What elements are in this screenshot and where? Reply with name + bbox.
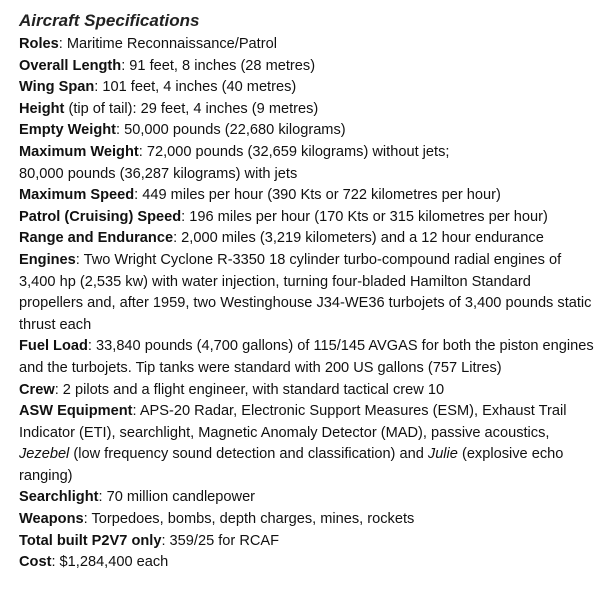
spec-value: : Two Wright Cyclone R-3350 18 cylinder turbo-compound radial engines of 3,400 hp (2,535 kw) with water injection, turning four-bladed Hamilton Standard propellers and, after 1959, two Westinghouse J34-WE36 turbojets of 3,400 pounds static thrust each xyxy=(19,251,592,333)
spec-label: Searchlight xyxy=(19,489,99,506)
spec-label: Overall Length xyxy=(19,57,122,74)
spec-value: : Maritime Reconnaissance/Patrol xyxy=(58,36,277,52)
spec-total-built xyxy=(19,531,594,553)
spec-searchlight xyxy=(19,487,594,509)
spec-label: Maximum Speed xyxy=(19,187,135,204)
spec-height xyxy=(19,99,594,121)
spec-wingspan xyxy=(19,77,594,99)
page-title: Aircraft Specifications xyxy=(19,11,200,30)
spec-value-continued: 80,000 pounds (36,287 kilograms) with jets xyxy=(19,165,298,182)
spec-fuel xyxy=(19,336,594,379)
spec-weapons xyxy=(19,509,594,531)
spec-range xyxy=(19,228,594,250)
spec-patrol-speed xyxy=(19,207,594,229)
spec-value: : 196 miles per hour (170 Kts or 315 kilometres per hour) xyxy=(181,208,548,225)
spec-label: Total built P2V7 only xyxy=(19,532,162,549)
spec-label: Height xyxy=(19,100,65,117)
spec-label: Fuel Load xyxy=(19,338,88,355)
spec-label: Wing Span xyxy=(19,79,95,96)
spec-length xyxy=(19,56,594,78)
spec-label: Weapons xyxy=(19,511,84,528)
spec-label: Engines xyxy=(19,251,76,268)
spec-label: Crew xyxy=(19,381,55,398)
spec-value: : 449 miles per hour (390 Kts or 722 kilometres per hour) xyxy=(134,187,501,204)
spec-value: : 101 feet, 4 inches (40 metres) xyxy=(94,79,297,96)
spec-value: (tip of tail): 29 feet, 4 inches (9 metres) xyxy=(64,100,319,117)
spec-engines xyxy=(19,250,594,336)
spec-value: : 2,000 miles (3,219 kilometers) and a 12 hour endurance xyxy=(173,230,544,247)
spec-value: (low frequency sound detection and classification) and xyxy=(69,446,428,463)
spec-value: : 72,000 pounds (32,659 kilograms) without jets; xyxy=(138,143,450,160)
spec-crew xyxy=(19,380,594,402)
spec-value: : 70 million candlepower xyxy=(98,489,256,506)
spec-value: : Torpedoes, bombs, depth charges, mines, rockets xyxy=(83,511,415,528)
spec-value: (explosive echo ranging) xyxy=(19,446,564,484)
spec-value: : APS-20 Radar, Electronic Support Measures (ESM), Exhaust Trail Indicator (ETI), searchlight, Magnetic Anomaly Detector (MAD), passive acoustics, xyxy=(19,403,567,441)
spec-max-weight xyxy=(19,142,594,185)
spec-sheet xyxy=(19,10,594,574)
spec-empty-weight xyxy=(19,120,594,142)
spec-value-jezebel: Jezebel xyxy=(19,446,70,463)
spec-roles xyxy=(19,34,594,56)
spec-max-speed xyxy=(19,185,594,207)
spec-value: : 91 feet, 8 inches (28 metres) xyxy=(121,57,316,74)
spec-value: : $1,284,400 each xyxy=(51,554,169,571)
spec-label: Cost xyxy=(19,554,52,571)
spec-cost xyxy=(19,552,594,574)
spec-label: Maximum Weight xyxy=(19,143,139,160)
spec-label: Roles xyxy=(19,36,59,52)
spec-label: Patrol (Cruising) Speed xyxy=(19,208,182,225)
spec-asw xyxy=(19,401,594,487)
spec-value-julie: Julie xyxy=(427,446,458,463)
spec-value: : 33,840 pounds (4,700 gallons) of 115/145 AVGAS for both the piston engines and the turbojets. Tip tanks were standard with 200 US gallons (757 Litres) xyxy=(19,338,594,376)
spec-value: : 359/25 for RCAF xyxy=(161,532,280,549)
spec-value: : 2 pilots and a flight engineer, with standard tactical crew 10 xyxy=(54,381,445,398)
spec-label: Empty Weight xyxy=(19,122,117,139)
spec-value: : 50,000 pounds (22,680 kilograms) xyxy=(116,122,346,139)
spec-label: ASW Equipment xyxy=(19,403,133,420)
spec-label: Range and Endurance xyxy=(19,230,174,247)
